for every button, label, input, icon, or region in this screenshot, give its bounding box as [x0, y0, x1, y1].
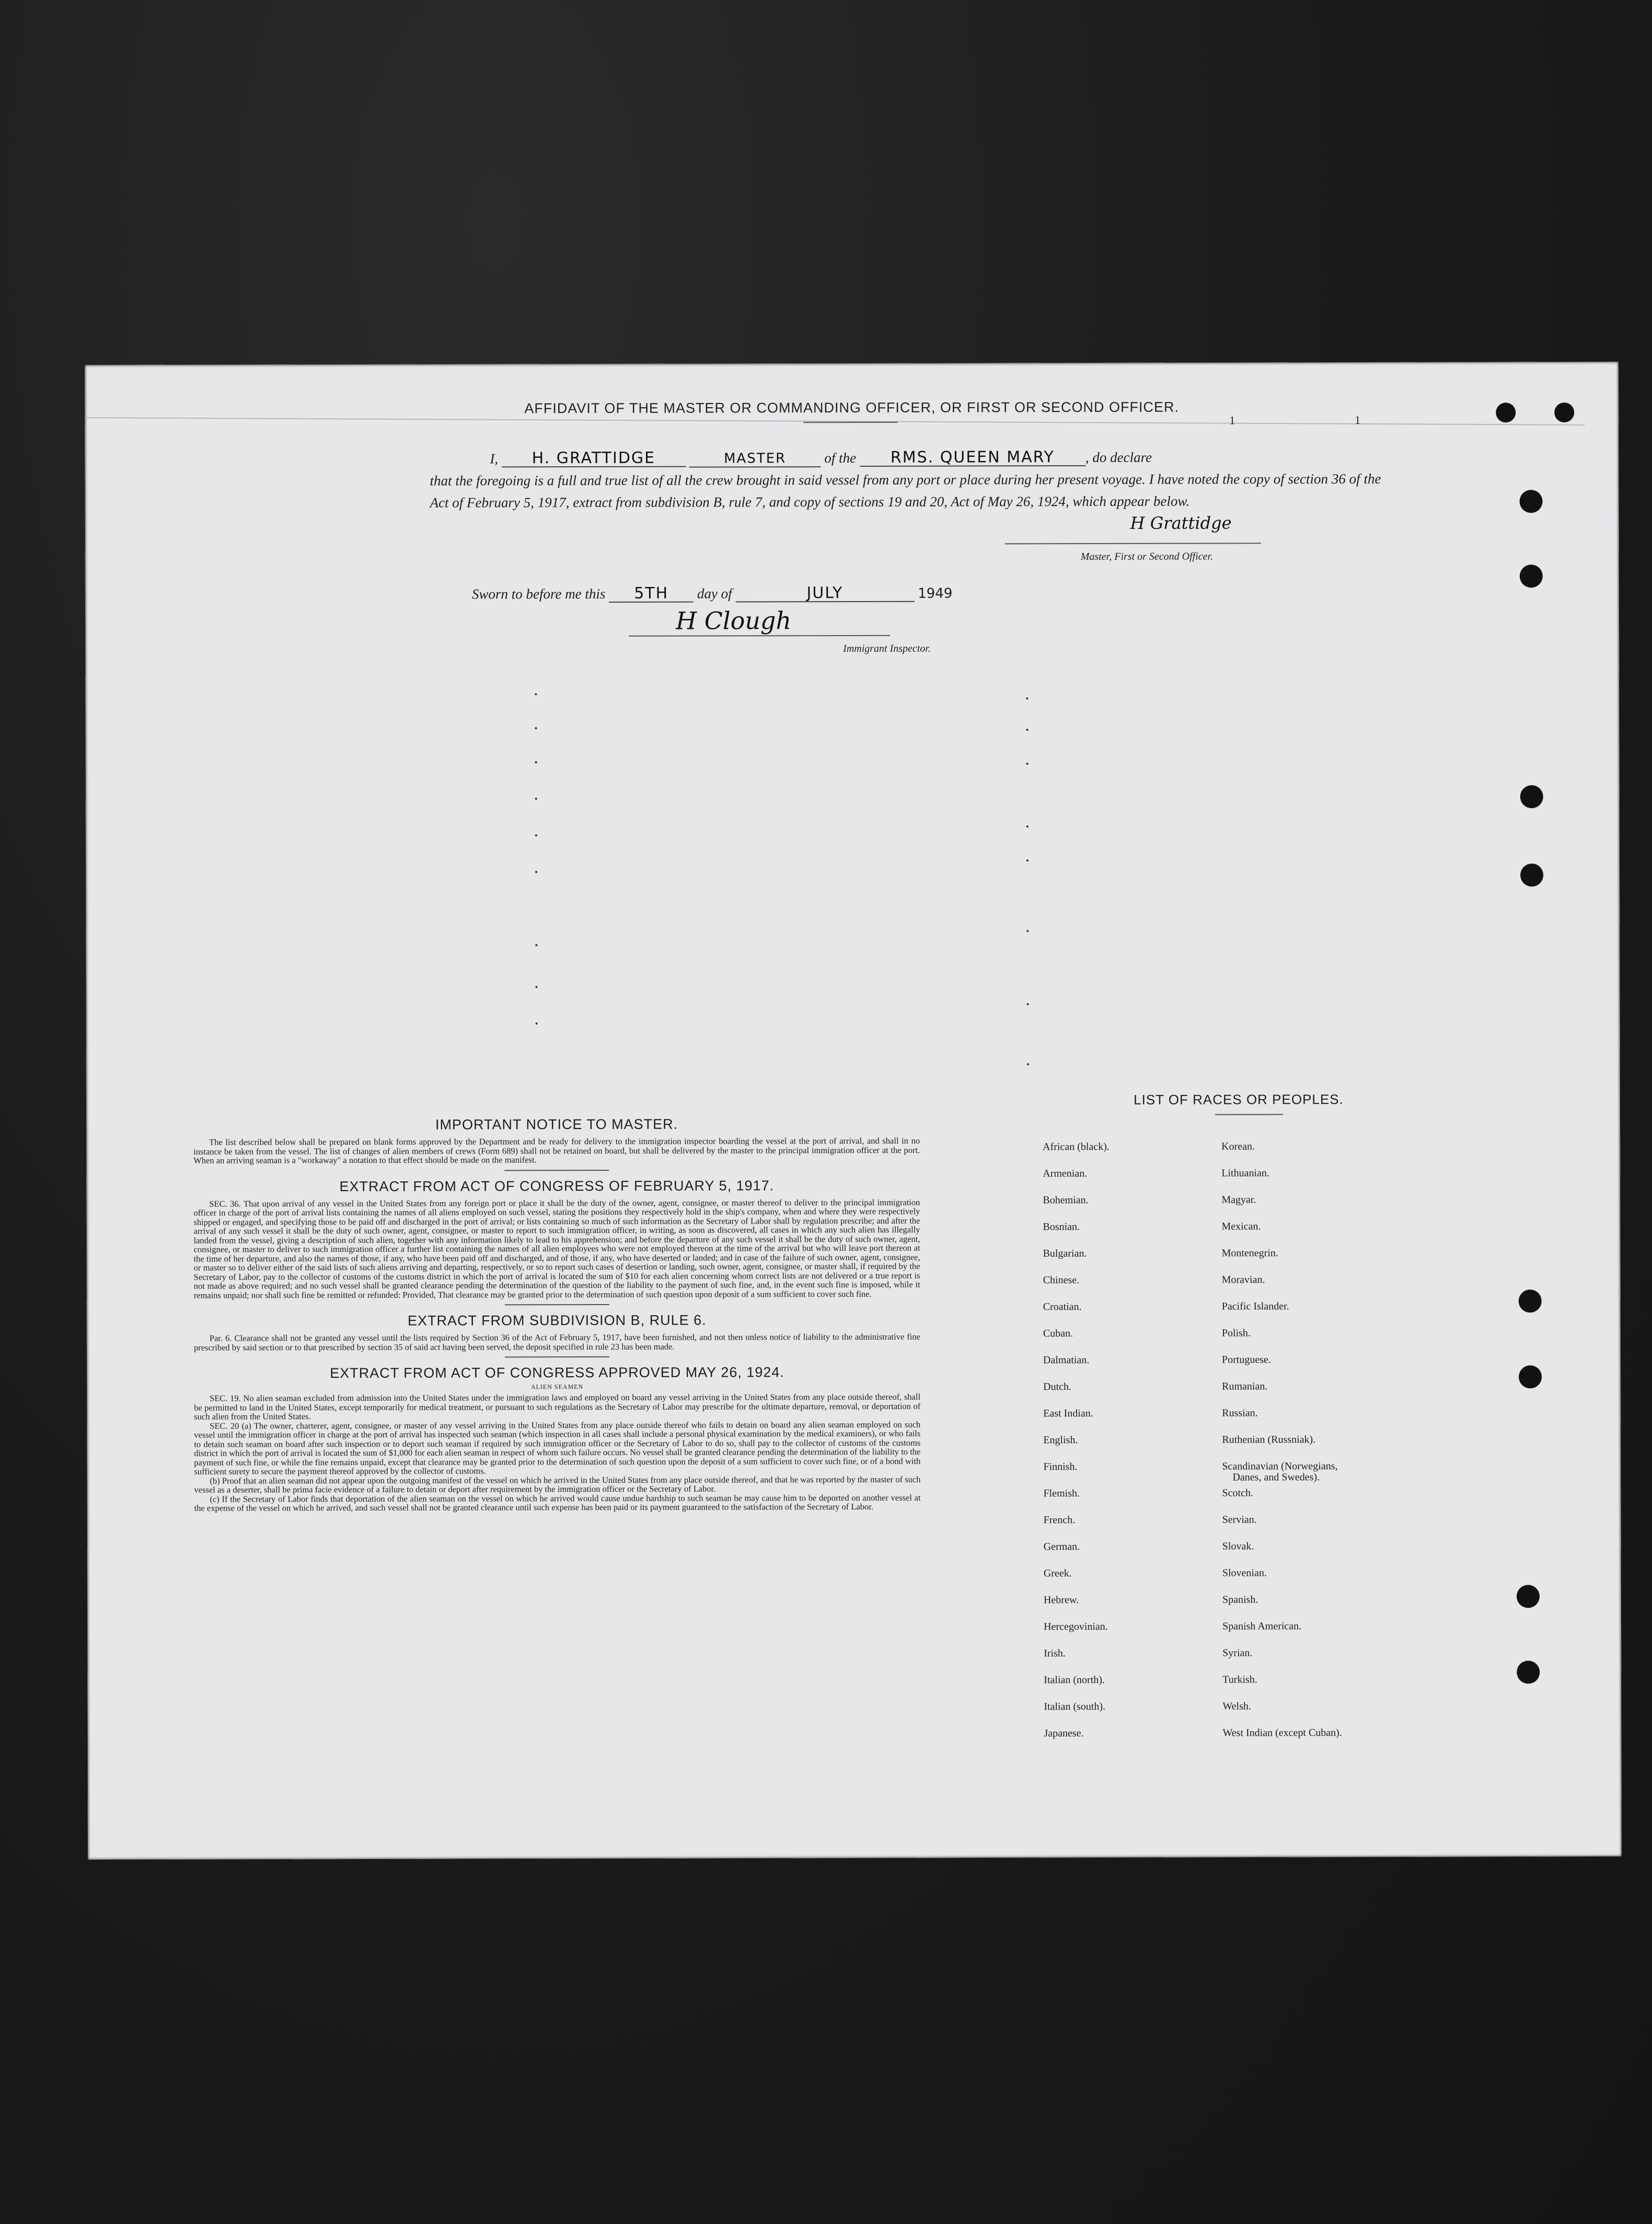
- scan-speck: [1026, 859, 1029, 861]
- sworn-day-field: 5TH: [609, 586, 694, 603]
- race-item: Scandinavian (Norwegians, Danes, and Swedes).: [1222, 1453, 1341, 1482]
- race-item: Hebrew.: [1043, 1594, 1079, 1606]
- sworn-year: 1949: [918, 585, 953, 602]
- scan-speck: [535, 761, 537, 763]
- scan-speck: [535, 798, 537, 800]
- legal-text-column: [193, 1116, 921, 1513]
- rule6-title: EXTRACT FROM SUBDIVISION B, RULE 6.: [407, 1312, 707, 1329]
- scan-speck: [535, 727, 537, 729]
- inspector-caption: Immigrant Inspector.: [843, 642, 931, 655]
- master-name-field: H. GRATTIDGE: [502, 451, 686, 468]
- race-item: French.: [1043, 1514, 1076, 1526]
- day-of-label: day of: [697, 585, 732, 602]
- scan-speck: [1026, 825, 1029, 827]
- punch-hole: [1519, 1289, 1542, 1312]
- punch-hole: [1520, 785, 1543, 808]
- notice-body: The list described below shall be prepared on blank forms approved by the Department and be ready for delivery to the immigration inspector boarding the vessel at the port of arrival, and shall in no instance be taken from the vessel. The list of changes of alien members of crews (Form 689) shall not be retained on board, but shall be delivered by the master to the principal immigration officer at the port. When an arriving seaman is a "workaway" a notation to that effect should be made on the manifest.: [193, 1135, 920, 1166]
- race-item: English.: [1043, 1434, 1078, 1446]
- race-item: West Indian (except Cuban).: [1222, 1727, 1342, 1739]
- scan-speck: [1027, 1063, 1029, 1065]
- race-item: Welsh.: [1222, 1700, 1251, 1712]
- race-item-continuation: Danes, and Swedes).: [1232, 1471, 1320, 1483]
- race-item: Scotch.: [1222, 1487, 1253, 1499]
- race-item: Ruthenian (Russniak).: [1222, 1434, 1316, 1446]
- race-item: Cuban.: [1043, 1328, 1073, 1340]
- punch-hole: [1520, 863, 1543, 886]
- races-column-1: [1043, 1134, 1111, 1747]
- race-item: Dalmatian.: [1043, 1354, 1090, 1366]
- race-item: Russian.: [1222, 1407, 1258, 1419]
- section-divider: [505, 1356, 609, 1357]
- sworn-statement: [472, 585, 952, 603]
- rank-field: MASTER: [689, 451, 821, 468]
- race-item: Japanese.: [1044, 1727, 1084, 1739]
- inspector-signature: H Clough: [675, 606, 792, 635]
- race-item: Dutch.: [1043, 1381, 1072, 1393]
- scan-speck: [536, 1022, 538, 1024]
- master-caption: Master, First or Second Officer.: [1080, 550, 1214, 563]
- scan-speck: [1026, 763, 1029, 765]
- title-rule: [803, 422, 897, 423]
- race-item: Irish.: [1044, 1647, 1066, 1660]
- race-item: Armenian.: [1043, 1168, 1088, 1180]
- race-item: Spanish American.: [1222, 1620, 1302, 1632]
- section-divider: [504, 1169, 609, 1170]
- sec20b-body: (b) Proof that an alien seaman did not appear upon the outgoing manifest of the vessel on which he arrived in the United States from any place outside thereof, and that he was reported by the master of such vessel as a deserter, shall be prima facie evidence of a failure to detain or deport after requirement by the immigration officer or the Secretary of Labor.: [194, 1474, 921, 1495]
- punch-hole: [1517, 1661, 1540, 1684]
- sworn-prefix: Sworn to before me this: [471, 585, 606, 602]
- scan-speck: [1026, 930, 1029, 932]
- of-the-label: of the: [824, 450, 857, 466]
- master-signature: H Grattidge: [1130, 513, 1232, 533]
- punch-hole: [1517, 1585, 1540, 1608]
- race-item: Flemish.: [1043, 1488, 1080, 1500]
- race-item: Turkish.: [1222, 1674, 1257, 1686]
- race-item: Mexican.: [1221, 1220, 1261, 1232]
- races-title: LIST OF RACES OR PEOPLES.: [1134, 1091, 1344, 1108]
- race-item: Slovak.: [1222, 1540, 1254, 1552]
- section-divider: [505, 1304, 609, 1305]
- sworn-month-field: JULY: [735, 585, 914, 603]
- scan-speck: [535, 986, 537, 988]
- race-item: Bohemian.: [1043, 1194, 1089, 1206]
- race-item: Greek.: [1043, 1568, 1072, 1580]
- sec19-body: SEC. 19. No alien seaman excluded from admission into the United States under the immigration laws and employed on board any vessel arriving in the United States from any place outside thereof, shall be permitted to land in the United States, except temporarily for medical treatment, or pursuant to such regulations as the Secretary of Labor may prescribe for the ultimate departure, removal, or deportation of such alien from the United States.: [194, 1391, 921, 1422]
- affidavit-title: AFFIDAVIT OF THE MASTER OR COMMANDING OFFICER, OR FIRST OR SECOND OFFICER.: [524, 399, 1179, 417]
- race-item: Portuguese.: [1221, 1354, 1271, 1366]
- extract-1917-body: SEC. 36. That upon arrival of any vessel in the United States from any foreign port or place it shall be the duty of the owner, agent, consignee, or master thereof to deliver to the principal immigration officer in charge of the port of arrival lists containing the names of all aliens employed on such vessel, stating the positions they respectively hold in the ship's company, when and where they were respectively shipped or engaged, and specifying those to be paid off and discharged in the port of arrival; or lists containing so much of such information as the Secretary of Labor shall by regulation prescribe; and after the arrival of any such vessel it shall be the duty of such owner, agent, consignee, or master to report to such immigration officer, in writing, as soon as discovered, all cases in which any such alien has illegally landed from the vessel, giving a description of such alien, together with any information likely to lead to his apprehension; and before the departure of any such vessel it shall be the duty of such owner, agent, consignee, or master to deliver to such immigration officer a further list containing the names of all alien employees who were not employed thereon at the time of the arrival but who will leave port thereon at the time of her departure, and also the names of those, if any, who have been paid off and discharged, and of those, if any, who have deserted or landed; and in case of the failure of such owner, agent, consignee, or master so to deliver either of the said lists of such aliens arriving and departing, respectively, or so to report such cases of desertion or landing, such owner, agent, consignee, or master shall, if required by the Secretary of Labor, pay to the collector of customs of the customs district in which the port of arrival is located the sum of $10 for each alien concerning whom correct lists are not delivered or a true report is not made as above required; and no such vessel shall be granted clearance pending the determination of the question of the liability to the payment of such fine, and, in the event such fine is imposed, while it remains unpaid; nor shall such fine be remitted or refunded: Provided, That clearance may be granted prior to the determination of such question upon deposit of a sum sufficient to cover such fine.: [193, 1197, 920, 1300]
- extract-1917-title: EXTRACT FROM ACT OF CONGRESS OF FEBRUARY 5, 1917.: [339, 1177, 775, 1194]
- punch-hole: [1520, 490, 1543, 513]
- races-column-2: [1221, 1133, 1342, 1746]
- inspector-signature-line: [629, 635, 890, 637]
- declaration-prefix: I,: [490, 451, 499, 467]
- race-item: German.: [1043, 1541, 1080, 1553]
- sec20c-body: (c) If the Secretary of Labor finds that deportation of the alien seaman on the vessel on which he arrived would cause undue hardship to such seaman he may cause him to be deported on another vessel at the expense of the vessel on which he arrived, and such vessel shall not be granted clearance until such expense has been paid or its payment guaranteed to the satisfaction of the Secretary of Labor.: [194, 1492, 921, 1513]
- race-item: Moravian.: [1221, 1274, 1265, 1286]
- corner-mark: 1: [1229, 413, 1235, 427]
- alien-seamen-subtitle: ALIEN SEAMEN: [530, 1383, 584, 1391]
- punch-hole: [1520, 564, 1543, 587]
- sec20a-body: SEC. 20 (a) The owner, charterer, agent, consignee, or master of any vessel arriving in the United States from any place outside thereof who fails to detain on board any alien seaman employed on such vessel until the immigration officer in charge at the port of arrival has inspected such seaman (which inspection in all cases shall include a personal physical examination by the medical examiners), or who fails to detain such seaman on board after such inspection or to deport such seaman if required by such immigration officer or the Secretary of Labor to do so, shall pay to the collector of customs of the customs district in which the port of arrival is located the sum of $1,000 for each alien seaman in respect of whom such failure occurs. No vessel shall be granted clearance pending the determination of the liability to the payment of such fine, or while the fine remains unpaid, except that clearance may be granted prior to the determination of such question upon the deposit of a sum sufficient to cover such fine, or of a bond with sufficient surety to secure the payment thereof approved by the collector of customs.: [194, 1419, 921, 1477]
- race-item: Slovenian.: [1222, 1567, 1267, 1579]
- scan-speck: [535, 693, 537, 695]
- race-item: Croatian.: [1043, 1301, 1082, 1313]
- race-item: East Indian.: [1043, 1408, 1093, 1420]
- extract-1924-title: EXTRACT FROM ACT OF CONGRESS APPROVED MAY 26, 1924.: [330, 1364, 784, 1381]
- vessel-field: RMS. QUEEN MARY: [860, 450, 1085, 467]
- document-page: [85, 362, 1622, 1860]
- punch-hole: [1519, 1365, 1542, 1388]
- rule6-body: Par. 6. Clearance shall not be granted any vessel until the lists required by Section 36 of the Act of February 5, 1917, have been furnished, and not then unless notice of liability to the administrative fine prescribed by said section or to that prescribed by section 35 of said act having been served, the deposit specified in rule 23 has been made.: [193, 1331, 920, 1353]
- race-item: Hercegovinian.: [1044, 1620, 1108, 1633]
- race-item: Italian (north).: [1044, 1674, 1105, 1686]
- race-item: Bosnian.: [1043, 1221, 1080, 1233]
- race-item: Syrian.: [1222, 1647, 1253, 1659]
- race-item: Polish.: [1221, 1327, 1251, 1339]
- scan-speck: [1026, 697, 1028, 699]
- declaration: [430, 446, 1381, 514]
- scan-speck: [535, 834, 537, 836]
- race-item: African (black).: [1043, 1140, 1110, 1153]
- races-title-rule: [1215, 1114, 1283, 1115]
- race-item: Bulgarian.: [1043, 1248, 1087, 1260]
- race-item: Finnish.: [1043, 1461, 1078, 1473]
- scan-speck: [535, 871, 537, 873]
- race-item: Lithuanian.: [1221, 1167, 1269, 1179]
- corner-mark: 1: [1355, 413, 1361, 427]
- master-signature-line: [1005, 543, 1261, 544]
- scan-speck: [1026, 729, 1028, 731]
- race-item: Pacific Islander.: [1221, 1300, 1289, 1312]
- race-item: Magyar.: [1221, 1194, 1256, 1206]
- race-item: Chinese.: [1043, 1274, 1080, 1286]
- race-item: Servian.: [1222, 1514, 1257, 1526]
- race-item: Rumanian.: [1222, 1380, 1268, 1392]
- declare-label: , do declare: [1085, 449, 1152, 466]
- race-item: Spanish.: [1222, 1594, 1258, 1606]
- race-item: Korean.: [1221, 1140, 1255, 1153]
- declaration-body: that the foregoing is a full and true list of all the crew brought in said vessel from any port or place during her present voyage. I have noted the copy of section 36 of the Act of February 5, 1917, extract from subdivision B, rule 7, and copy of sections 19 and 20, Act of May 26, 1924, which appear below.: [430, 470, 1381, 511]
- race-item: Montenegrin.: [1221, 1247, 1278, 1259]
- scan-speck: [535, 944, 537, 946]
- scan-speck: [1027, 1003, 1029, 1005]
- notice-title: IMPORTANT NOTICE TO MASTER.: [435, 1116, 678, 1133]
- race-item: Italian (south).: [1044, 1700, 1106, 1713]
